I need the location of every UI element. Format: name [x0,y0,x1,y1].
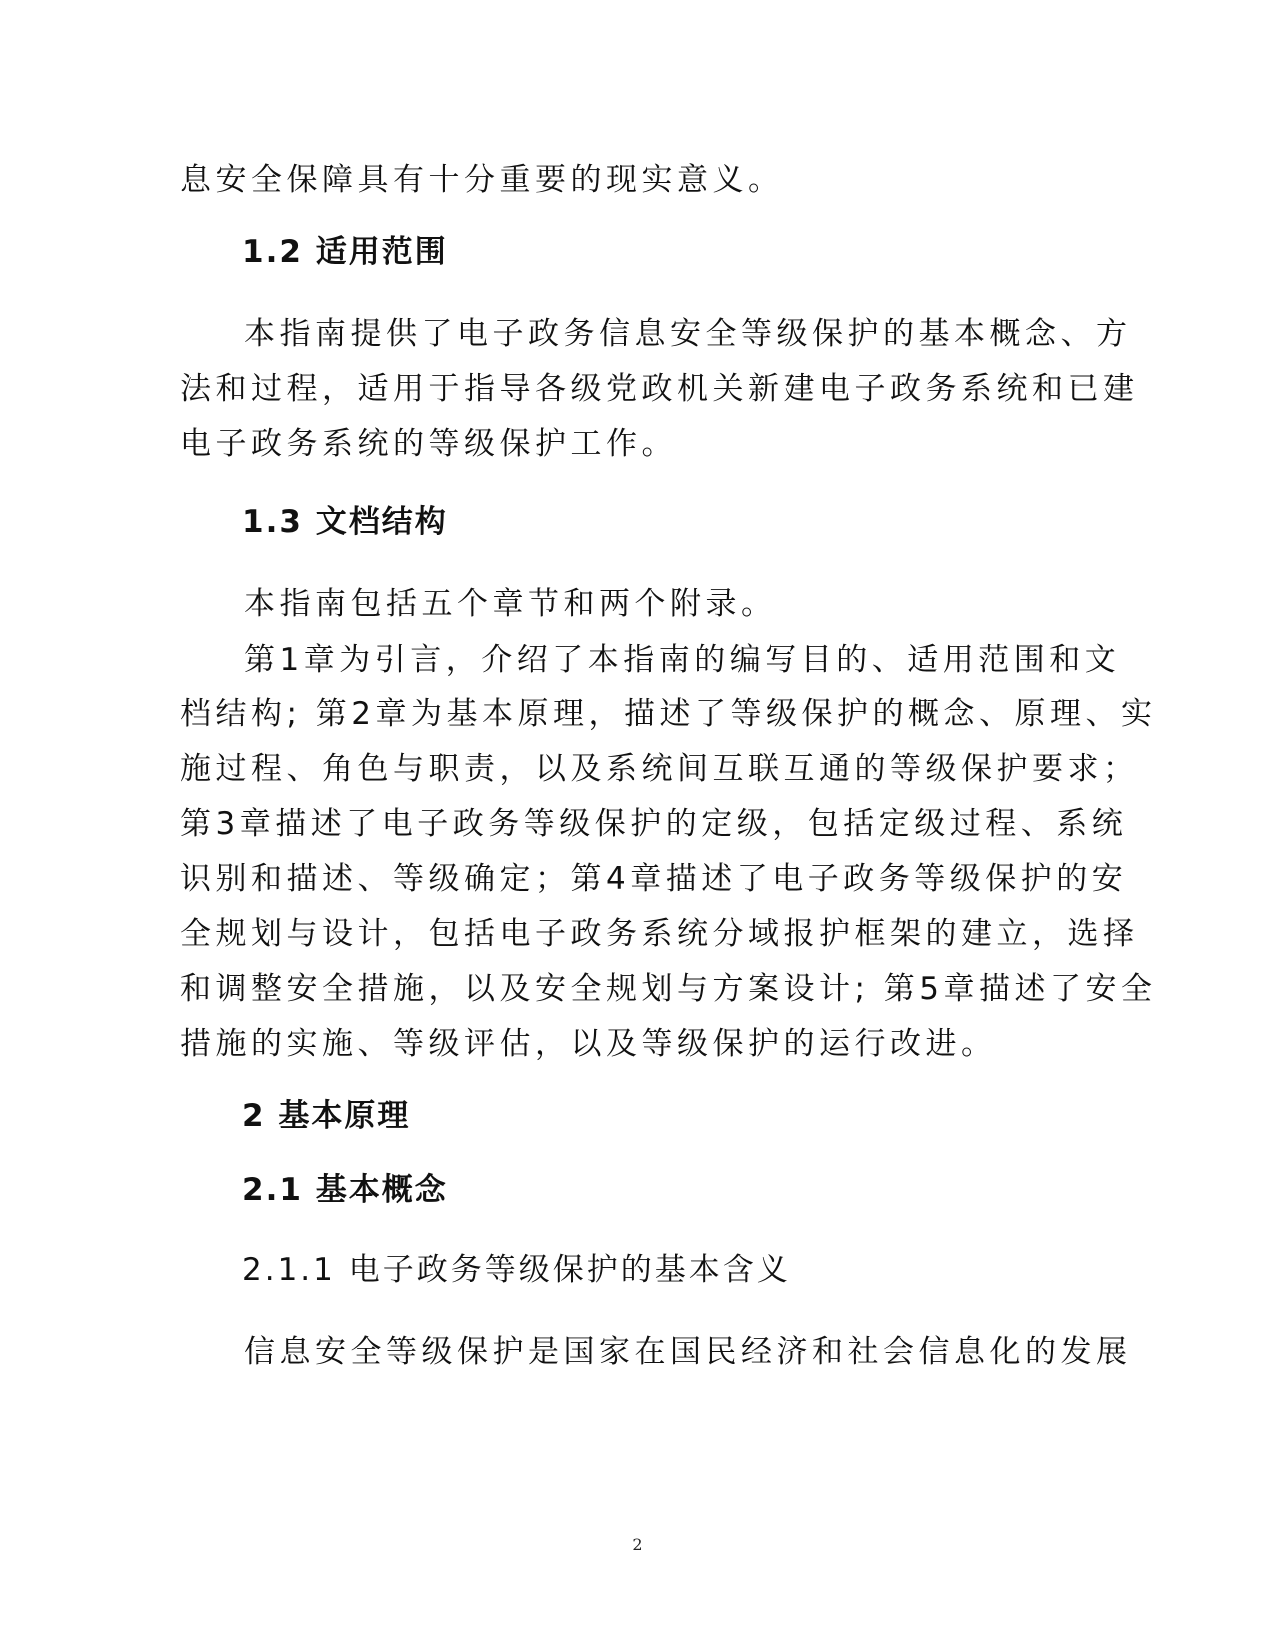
paragraph-basic-meaning-line-1: 信息安全等级保护是国家在国民经济和社会信息化的发展 [244,1334,1132,1370]
paragraph-continuation: 息安全保障具有十分重要的现实意义。 [180,162,784,198]
paragraph-structure-line-2: 档结构; 第2章为基本原理，描述了等级保护的概念、原理、实 [180,696,1157,732]
heading-2: 2 基本原理 [242,1098,411,1134]
paragraph-structure-line-6: 全规划与设计，包括电子政务系统分域报护框架的建立，选择 [180,916,1139,952]
paragraph-structure-line-5: 识别和描述、等级确定；第4章描述了电子政务等级保护的安 [180,861,1128,897]
paragraph-structure-line-3: 施过程、角色与职责，以及系统间互联互通的等级保护要求； [180,751,1139,787]
heading-2-1-1: 2.1.1 电子政务等级保护的基本含义 [242,1252,791,1288]
paragraph-structure-line-1: 第1章为引言，介绍了本指南的编写目的、适用范围和文 [244,642,1121,678]
heading-1-2: 1.2 适用范围 [242,234,448,270]
paragraph-structure-line-7: 和调整安全措施，以及安全规划与方案设计; 第5章描述了安全 [180,971,1157,1007]
paragraph-structure-line-4: 第3章描述了电子政务等级保护的定级，包括定级过程、系统 [180,806,1128,842]
paragraph-scope-line-2: 法和过程，适用于指导各级党政机关新建电子政务系统和已建 [180,371,1139,407]
heading-1-3: 1.3 文档结构 [242,504,448,540]
paragraph-scope-line-3: 电子政务系统的等级保护工作。 [180,426,677,462]
paragraph-structure-intro: 本指南包括五个章节和两个附录。 [244,586,777,622]
paragraph-scope-line-1: 本指南提供了电子政务信息安全等级保护的基本概念、方 [244,316,1132,352]
heading-2-1: 2.1 基本概念 [242,1172,448,1208]
page-number: 2 [632,1535,643,1554]
paragraph-structure-line-8: 措施的实施、等级评估，以及等级保护的运行改进。 [180,1026,997,1062]
